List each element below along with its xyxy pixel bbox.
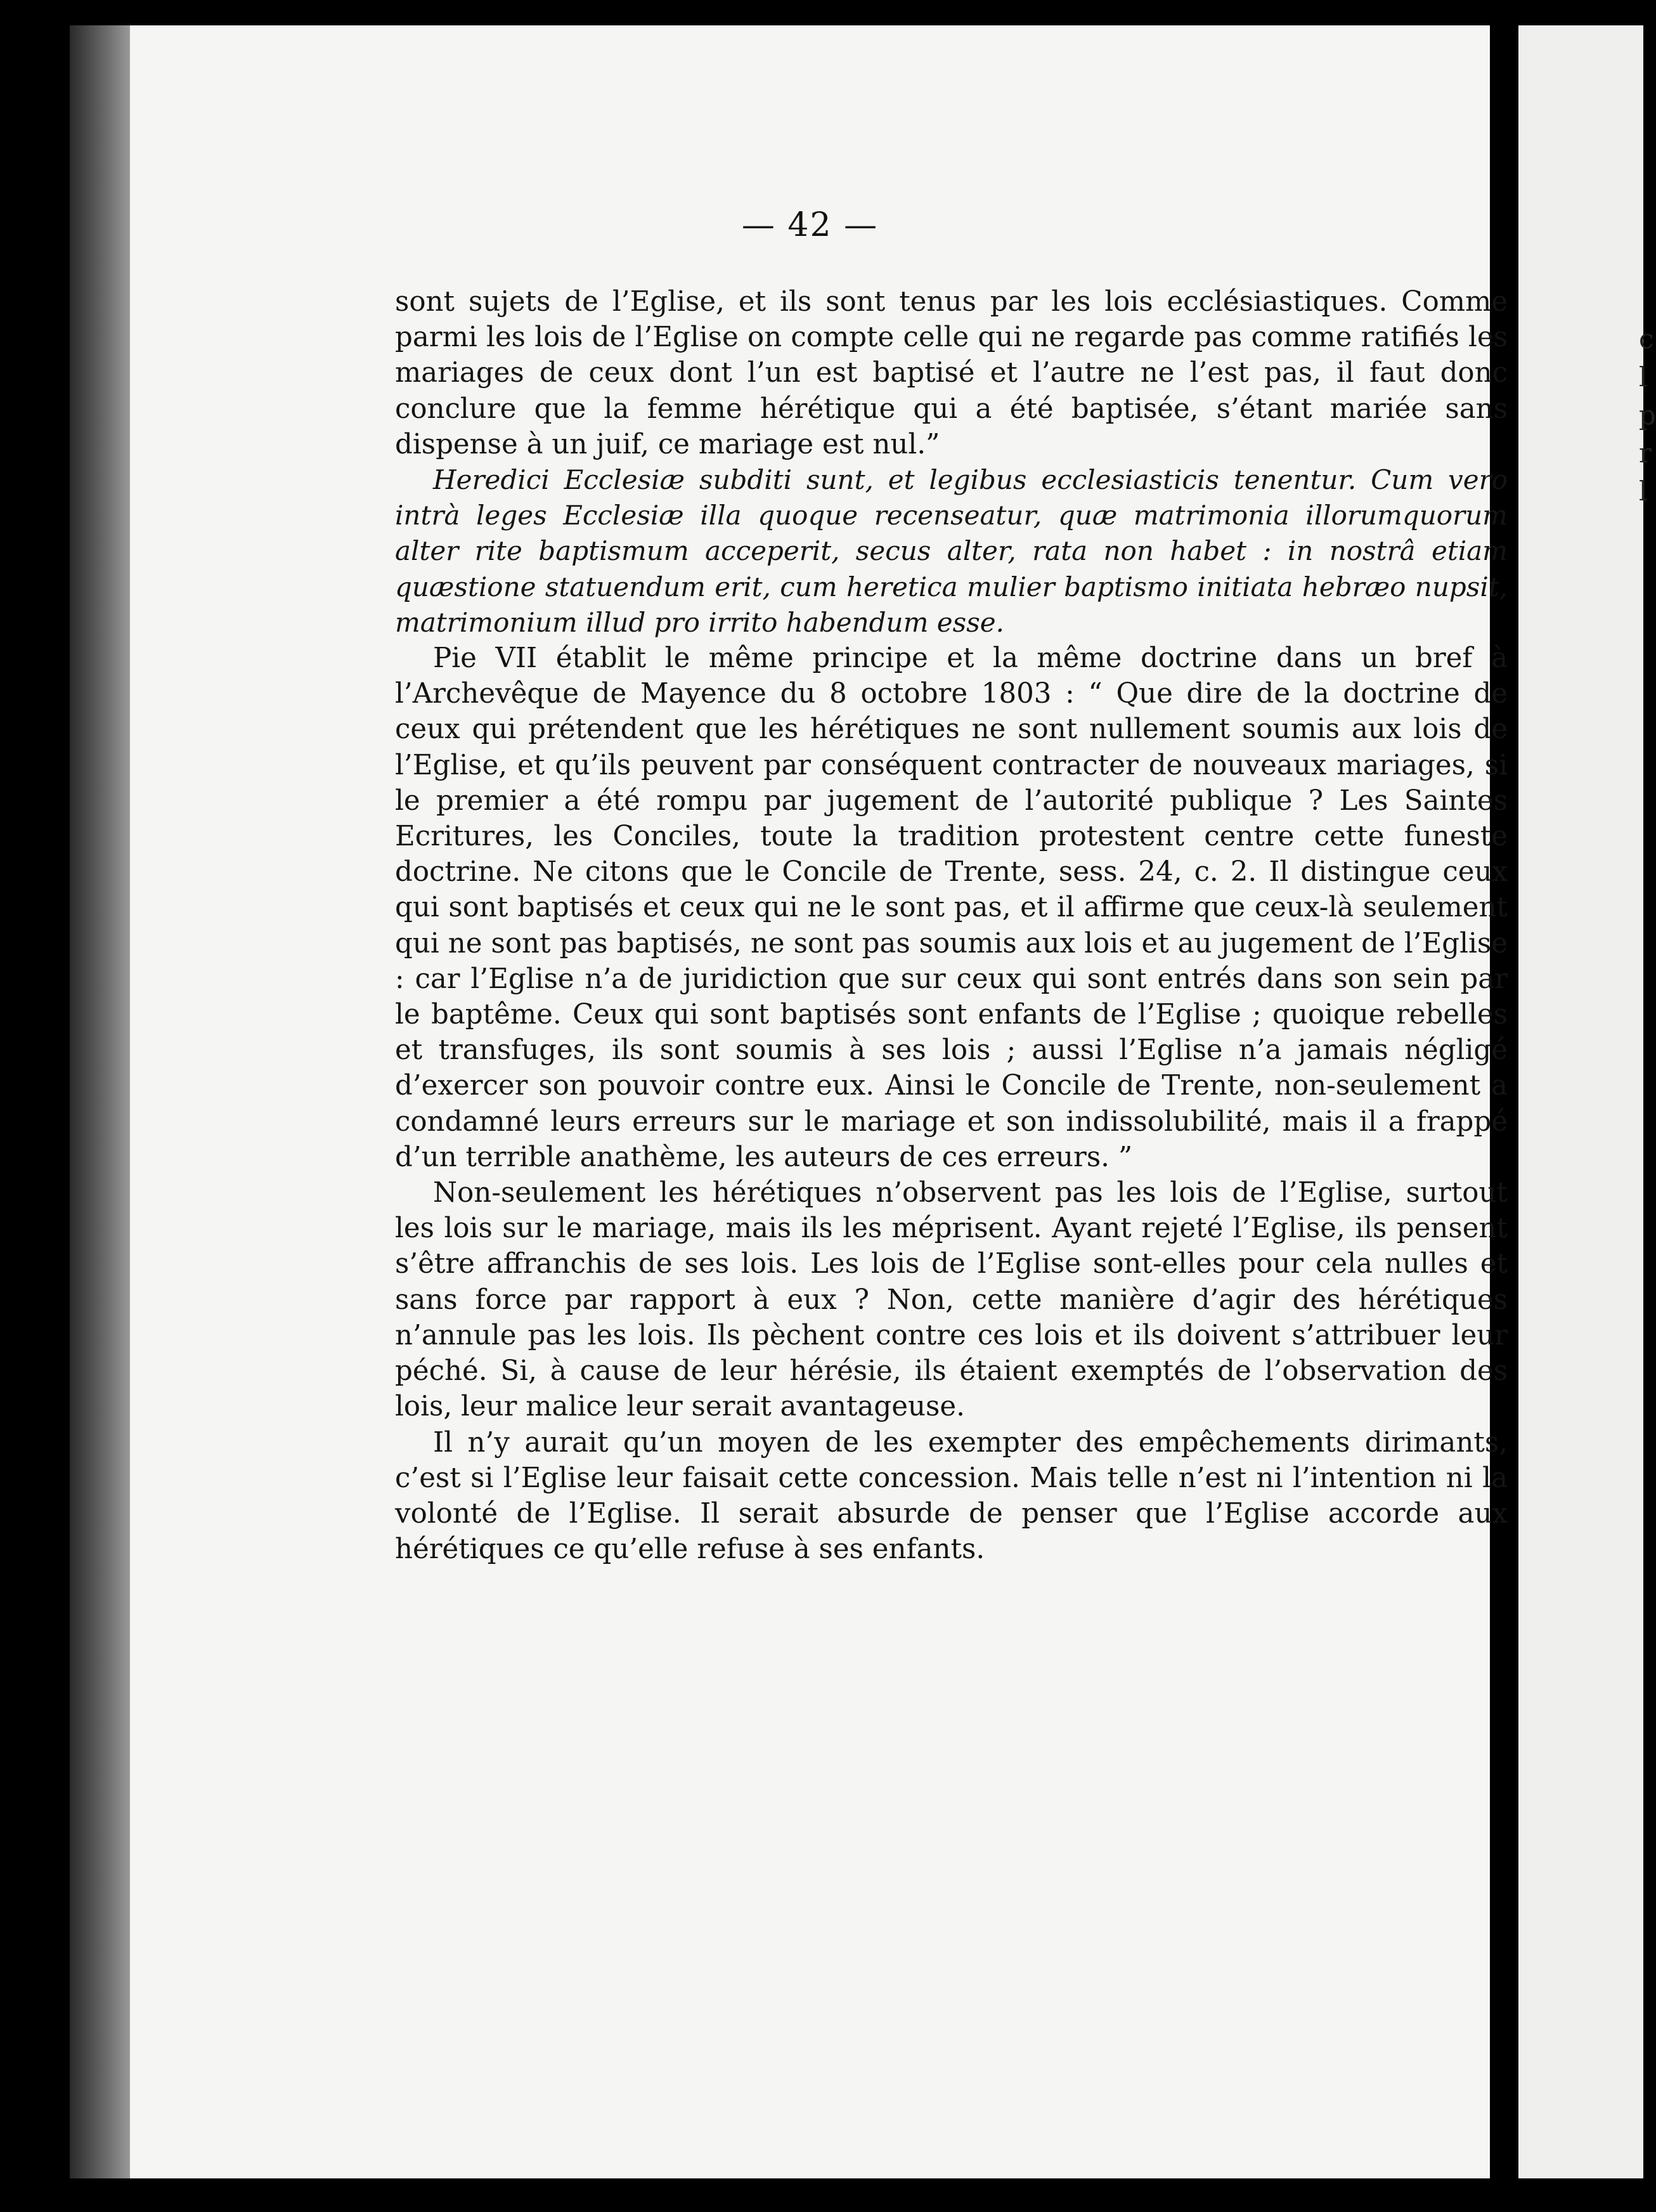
- paragraph-non-seulement: Non-seulement les hérétiques n’observent pas les lois de l’Eglise, surtout les lois sur le mariage, mais ils les méprisent. Ayant rejeté l’Eglise, ils pensent s’être affranchis de ses lois. Les lois de l’Eglise sont-elles pour cela nulles et sans force par rapport à eux ? Non, cette manière d’agir des hérétiques n’annule pas les lois. Ils pèchent contre ces lois et ils doivent s’attribuer leur péché. Si, à cause de leur hérésie, ils étaient exemptés de l’observation des lois, leur malice leur serait avantageuse.: [395, 1177, 1508, 1423]
- book-page: [130, 25, 1508, 2178]
- book-binding-shadow: [70, 25, 130, 2178]
- facing-page-fragment: l: [1639, 476, 1648, 507]
- page-number: — 42 —: [741, 206, 879, 244]
- paragraph-pie-vii: Pie VII établit le même principe et la même doctrine dans un bref à l’Archevêque de Mayence du 8 octobre 1803 : “ Que dire de la doctrine de ceux qui prétendent que les hérétiques ne sont nullement soumis aux lois de l’Eglise, et qu’ils peuvent par conséquent contracter de nouveaux mariages, si le premier a été rompu par jugement de l’autorité publique ? Les Saintes Ecritures, les Conciles, toute la tradition protestent centre cette funeste doctrine. Ne citons que le Concile de Trente, sess. 24, c. 2. Il distingue ceux qui sont baptisés et ceux qui ne le sont pas, et il affirme que ceux-là seulement qui ne sont pas baptisés, ne sont pas soumis aux lois et au jugement de l’Eglise : car l’Eglise n’a de juridiction que sur ceux qui sont entrés dans son sein par le baptême. Ceux qui sont baptisés sont enfants de l’Eglise ; quoique rebelles et transfuges, ils sont soumis à ses lois ; aussi l’Eglise n’a jamais négligé d’exercer son pouvoir contre eux. Ainsi le Concile de Trente, non-seulement a condamné leurs erreurs sur le mariage et son indissolubilité, mais il a frappé d’un terrible anathème, les auteurs de ces erreurs. ”: [395, 642, 1508, 1173]
- paragraph-exemption: Il n’y aurait qu’un moyen de les exempter des empêchements dirimants, c’est si l’Eglise leur faisait cette concession. Mais telle n’est ni l’intention ni la volonté de l’Eglise. Il serait absurde de penser que l’Eglise accorde aux hérétiques ce qu’elle refuse à ses enfants.: [395, 1426, 1508, 1566]
- facing-page-fragment: l: [1639, 361, 1648, 393]
- facing-page-fragment: p: [1639, 400, 1656, 431]
- facing-page-fragment: r: [1639, 438, 1652, 469]
- paragraph-continuation: sont sujets de l’Eglise, et ils sont tenus par les lois ecclésiastiques. Comme parmi les lois de l’Eglise on compte celle qui ne regarde pas comme ratifiés les mariages de ceux dont l’un est baptisé et l’autre ne l’est pas, il faut donc conclure que la femme hérétique qui a été baptisée, s’étant mariée sans dispense à un juif, ce mariage est nul.”: [395, 286, 1508, 460]
- paragraph-latin-quote: Heredici Ecclesiæ subditi sunt, et legibus ecclesiasticis tenentur. Cum vero intrà leges Ecclesiæ illa quoque recenseatur, quæ matrimonia illorumquorum alter rite baptismum acceperit, secus alter, rata non habet : in nostrâ etiam quæstione statuendum erit, cum heretica mulier baptismo initiata hebræo nupsit, matrimonium illud pro irrito habendum esse.: [395, 464, 1508, 638]
- facing-page-edge: [1518, 25, 1656, 2178]
- body-text: [395, 284, 1508, 1567]
- facing-page-fragment: c: [1639, 323, 1654, 355]
